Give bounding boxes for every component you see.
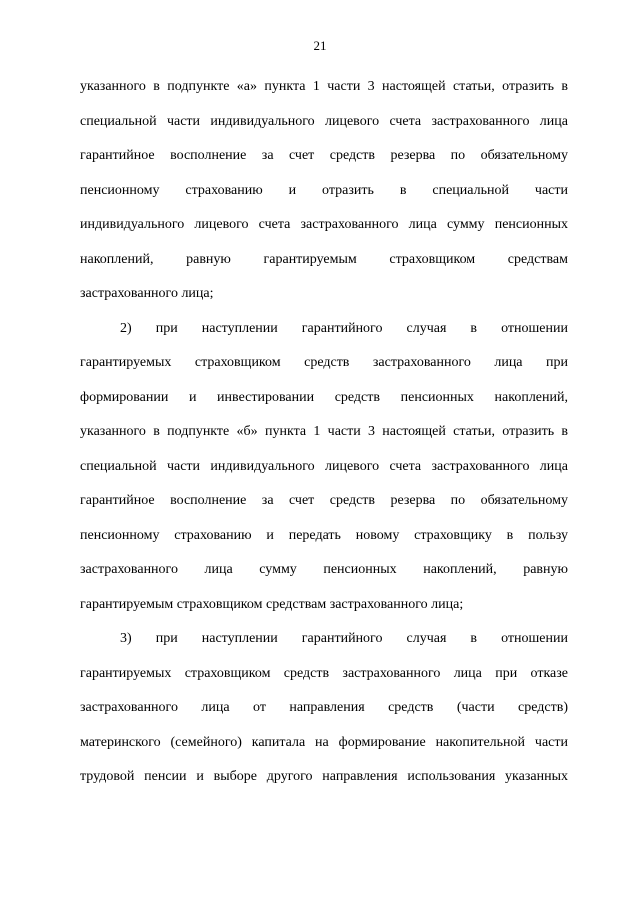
text-line: трудовой пенсии и выборе другого направления использования указанных [80, 769, 568, 784]
text-line: пенсионному страхованию и передать новому страховщику в пользу [80, 527, 568, 543]
text-line: застрахованного лица от направления средств (части средств) [80, 700, 568, 715]
text-line: специальной части индивидуального лицевого счета застрахованного лица [80, 458, 568, 474]
text-line: гарантируемых страховщиком средств застрахованного лица при отказе [80, 665, 568, 681]
page-number: 21 [313, 38, 327, 53]
text-line: накоплений, равную гарантируемым страховщиком средствам [80, 251, 568, 267]
text-line: указанного в подпункте «а» пункта 1 части 3 настоящей статьи, отразить в [80, 79, 568, 94]
document-body [80, 70, 568, 795]
paragraph [80, 70, 568, 312]
text-line: формировании и инвестировании средств пенсионных накоплений, [80, 389, 568, 405]
text-line: материнского (семейного) капитала на формирование накопительной части [80, 734, 568, 750]
paragraph [80, 622, 568, 795]
text-line: гарантируемым страховщиком средствам застрахованного лица; [80, 596, 464, 612]
text-line: застрахованного лица сумму пенсионных накоплений, равную [80, 562, 568, 577]
text-line: индивидуального лицевого счета застрахованного лица сумму пенсионных [80, 217, 568, 232]
text-line: гарантийное восполнение за счет средств резерва по обязательному [80, 493, 568, 508]
paragraph [80, 312, 568, 623]
text-line: специальной части индивидуального лицевого счета застрахованного лица [80, 113, 568, 129]
text-line: 3) при наступлении гарантийного случая в отношении [120, 631, 568, 646]
text-line: указанного в подпункте «б» пункта 1 части 3 настоящей статьи, отразить в [80, 424, 568, 439]
text-line: пенсионному страхованию и отразить в специальной части [80, 182, 568, 198]
text-line: гарантируемых страховщиком средств застрахованного лица при [80, 355, 568, 370]
text-line: гарантийное восполнение за счет средств резерва по обязательному [80, 148, 568, 163]
text-line: застрахованного лица; [80, 286, 214, 301]
text-line: 2) при наступлении гарантийного случая в отношении [120, 320, 568, 336]
